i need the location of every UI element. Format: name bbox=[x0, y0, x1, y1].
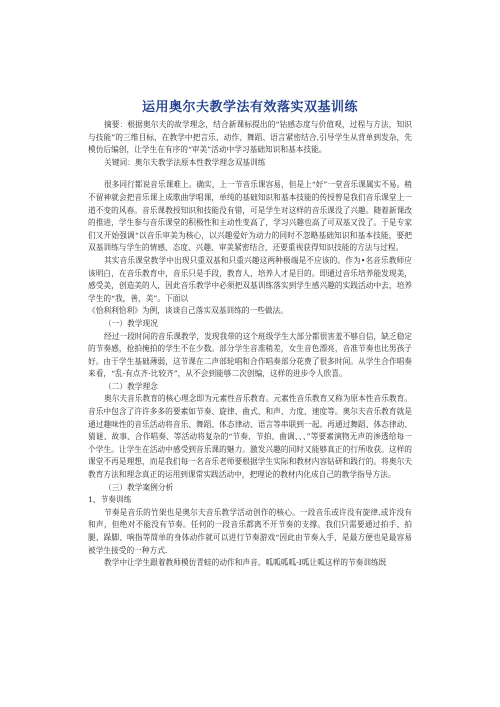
keywords: 关键词：奥尔夫教学法原本性教学理念双基训练 bbox=[104, 157, 266, 167]
section-heading: （二）教学理念 bbox=[104, 381, 158, 391]
abstract: 摘要：根据奥尔夫的故学理念，结合新课标提出的“钴感态度与价值观，过程与方法，知识与技能”的三维目标，在教学中把言乐、动作、舞蹈、语言紧密结合,引导学生从背单到发杂，先模仿后编创，让学生在有序的“审美”活动中学习基础知识和基本技能。 bbox=[88, 120, 412, 155]
document-title: 运用奥尔夫教学法有效落实双基训练 bbox=[141, 100, 358, 115]
paragraph: 《恰利利恰利》为例，谈谈自己落实双基训练的一些做法。 bbox=[88, 306, 288, 316]
section-heading: （三）教学案例分析 bbox=[104, 482, 174, 492]
paragraph: 其实音乐课堂教学中出现只重双基和只重兴趣这两种极端是不应该的。作为•名音乐教师应该明白，在音乐教育中，音乐只是手段，教育人，培养人才是目的。即通过音乐培养能发现美，感受美，创造美的人，因此音乐教学中必须把双基训练落实到学生感兴趣的实践活动中去，培养学生的“我，善，美”。下面以 bbox=[88, 255, 412, 303]
paragraph: 很多同行都说音乐课难上。确实，上一节音乐课容易，但是上“好”一堂音乐课属实不易。稍不留神就会把音乐课上成歌曲学唱课，单纯的基础知识和基本技能的传授曾是我们音乐课堂上一道不变的风春。音乐课教授知识和技能没有错，可是学生对这样的音乐课没了兴趣。随着新课改的推进，学生参与音乐课堂的积极性和主动性变高了，学习兴趣也高了可双基又没了。于是专家们又开始强调“以音乐审美为核心，以兴趣爱好为动力的同时不忽略基础知识和基本技能，要把双基训练与学生的情感、态度、兴趣、审美紧密结合，还要重视获得知识技能的方法与过程。 bbox=[88, 180, 412, 253]
paragraph: 奥尔夫音乐教育的核心理念即为元素性音乐教育。元素性音乐教育又称为原本性音乐教育。音乐中包含了许许多多的要素如节奏、旋律、曲式、和声、力度、速度等。奥尔夫音乐教育就是通过趣味性的音乐活动将音乐、舞蹈、体态律动、语言等串联到一起。再通过舞蹈、体态律动、猜谜、故事、合作唱奏、等活动将复杂的“节奏、节拍、曲调、、、”等要素演物无声的渗透给每一个学生。让学生在活动中感受到音乐课的魅力。激发兴趣的同时又能够真正的行所收获。这样的课堂不再是理想，而是我们每一名音乐老师要根据学生实际和教材内容钻研和践行的。将奥尔夫教育方法和理念真正的运用到课常实践活动中，把理论的教材内化成自己的教学指导方法。 bbox=[88, 394, 412, 480]
paragraph: 节奏是音乐的竹架也是奥尔夫音乐教学活动创作的核心。一段音乐或许没有旋律,或许没有和声，但绝对不能没有节奏。任何的一段音乐都离不开节奏的支撑。我们只需要通过拍手、拍腿、跺脚、响指等简单的身体动作就可以进行节奏游戏“因此由节奏入手，是最方便也是最容易被学生接受的一种方式. bbox=[88, 507, 412, 555]
subsection-heading: 1、节奏训练 bbox=[88, 495, 132, 505]
section-heading: （一）教学现况 bbox=[104, 318, 158, 328]
paragraph: 经过一段时间的音乐课教学，发现我带的这个班级学生大部分都很害羞不够自信，缺乏稳定的节奏感，抢拍掩拍的学生不在少数。部分学生音准稍差，女生音色漂亮，音准节奏也比男孩子好。由于学生基础薄弱，这节课在二声部轮唱和合作唱奏部分花费了很多时间。从学生合作唱奏来看，“乱·有点齐·比较齐”，从不会到能够二次创编，这样的进步令人欣喜。 bbox=[88, 331, 412, 379]
paragraph: 教学中让学生跟着教师模仿青蛙的动作和声音。呱呱呱呱-I呱让呱这样的节奏训练既 bbox=[104, 558, 387, 568]
document-body bbox=[88, 119, 412, 570]
